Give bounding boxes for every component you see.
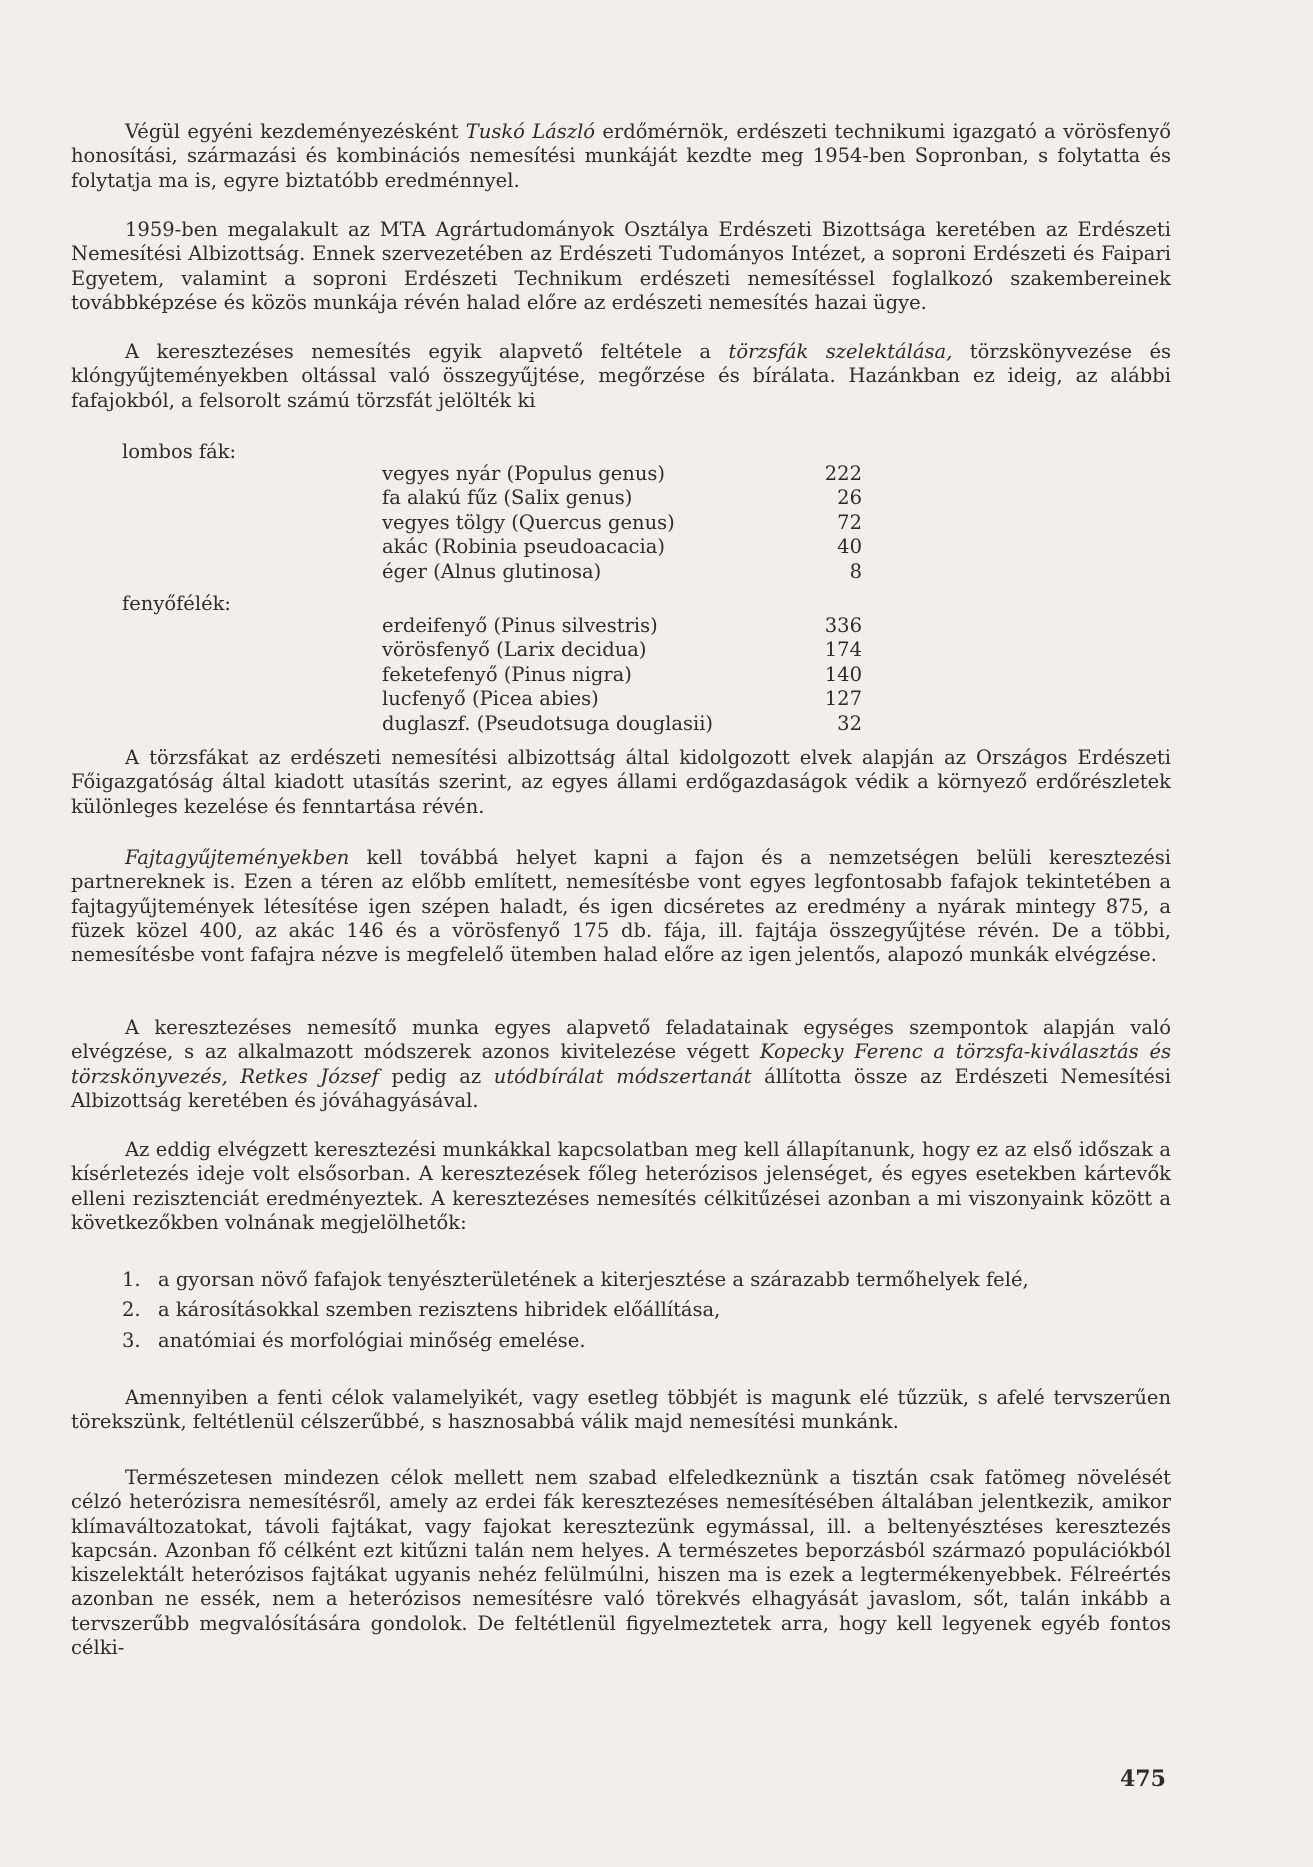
tree-count: 174 [824,638,862,662]
list-item [122,1298,1172,1322]
tree-count: 72 [837,510,862,534]
goals-list [122,1268,1172,1359]
tree-count: 127 [824,687,862,711]
tree-count: 8 [849,559,862,583]
list-item [122,1268,1172,1292]
paragraph-6: A keresztezéses nemesítő munka egyes alapvető feladatainak egységes szempontok alapján való elvégzése, s az alkalmazott módszerek azonos kivitelezése végett Kopecky Ferenc a törzsfa-kiválasztás és törzskönyvezés, Retkes József pedig az utódbírálat módszertanát állította össze az Erdészeti Nemesítési Albizottság keretében és jóváhagyásával. [71,1016,1171,1112]
group-label-deciduous: lombos fák: [122,440,237,463]
paragraph-1: Végül egyéni kezdeményezésként Tuskó László erdőmérnök, erdészeti technikumi igazgató a vörösfenyő honosítási, származási és kombinációs nemesítési munkáját kezdte meg 1954-ben Sopronban, s folytatta és folytatja ma is, egyre biztatóbb eredménnyel. [71,120,1171,192]
tree-count: 40 [837,535,862,559]
table-row [382,638,862,662]
conifer-tree-table [382,614,862,736]
species-name: fa alakú fűz (Salix genus) [382,486,633,510]
paragraph-4: A törzsfákat az erdészeti nemesítési albizottság által kidolgozott elvek alapján az Országos Erdészeti Főigazgatóság által kiadott utasítás szerint, az egyes állami erdőgazdaságok védik a környező erdőrészletek különleges kezelése és fenntartása révén. [71,746,1171,818]
list-text: anatómiai és morfológiai minőség emelése. [158,1328,586,1352]
table-row [382,560,862,584]
list-number: 2. [122,1298,141,1322]
group-label-conifers: fenyőfélék: [122,592,231,615]
table-row [382,486,862,510]
paragraph-9: Természetesen mindezen célok mellett nem szabad elfeledkeznünk a tisztán csak fatömeg növelését célzó heterózisra nemesítésről, amely az erdei fák keresztezéses nemesítésében általában jelentkezik, amikor klímaváltozatokat, távoli fajtákat, vagy fajokat keresztezünk egymással, ill. a beltenyésztéses keresztezés kapcsán. Azonban fő célként ezt kitűzni talán nem helyes. A természetes beporzásból származó populációkból kiszelektált heterózisos fajtákat ugyanis nehéz felülmúlni, hiszen ma is ezek a legtermékenyebbek. Félreértés azonban ne essék, nem a heterózisos nemesítésre való törekvés elhagyását javaslom, sőt, talán inkább a tervszerűbb megvalósítására gondolok. De feltétlenül figyelmeztetek arra, hogy kell legyenek egyéb fontos célki- [71,1466,1171,1660]
emphasis-text: utódbírálat módszertanát [493,1064,752,1088]
paragraph-3: A keresztezéses nemesítés egyik alapvető feltétele a törzsfák szelektálása, törzskönyvezése és klóngyűjteményekben oltással való összegyűjtése, megőrzése és bírálata. Hazánkban ez ideig, az alábbi fafajokból, a felsorolt számú törzsfát jelölték ki [71,340,1172,412]
species-name: éger (Alnus glutinosa) [382,559,602,583]
list-text: a gyorsan növő fafajok tenyészterületének a kiterjesztése a szárazabb termőhelyek felé, [158,1268,1029,1291]
person-name: Tuskó László [465,120,596,143]
emphasis-text: törzsfák szelektálása, [728,340,953,363]
paragraph-5: Fajtagyűjteményekben kell továbbá helyet kapni a fajon és a nemzetségen belüli keresztezési partnereknek is. Ezen a téren az előbb említett, nemesítésbe vont egyes legfontosabb fafajok tekintetében a fajtagyűjtemények létesítése igen szépen haladt, és igen dicséretes az eredmény a nyárak mintegy 875, a füzek közel 400, az akác 146 és a vörösfenyő 175 db. fája, ill. fajtája összegyűjtése révén. De a többi, nemesítésbe vont fafajra nézve is megfelelő ütemben halad előre az igen jelentős, alapozó munkák elvégzése. [71,846,1171,967]
tree-count: 32 [837,711,862,735]
list-number: 3. [122,1328,141,1352]
tree-count: 222 [824,462,862,485]
deciduous-tree-table [382,462,862,584]
paragraph-7: Az eddig elvégzett keresztezési munkákkal kapcsolatban meg kell állapítanunk, hogy ez az első időszak a kísérletezés ideje volt elsősorban. A keresztezések főleg heterózisos jelenséget, és egyes esetekben kártevők elleni rezisztenciát eredményeztek. A keresztezéses nemesítés célkitűzései azonban a mi viszonyaink között a következőkben volnának megjelölhetők: [71,1138,1171,1234]
tree-count: 140 [824,662,862,686]
table-row [382,712,862,736]
table-row [382,462,862,486]
tree-count: 336 [824,614,862,637]
paragraph-8: Amennyiben a fenti célok valamelyikét, vagy esetleg többjét is magunk elé tűzzük, s afelé tervszerűen törekszünk, feltétlenül célszerűbbé, s hasznosabbá válik majd nemesítési munkánk. [71,1386,1171,1434]
species-name: lucfenyő (Picea abies) [382,687,599,711]
table-row [382,535,862,559]
species-name: erdeifenyő (Pinus silvestris) [382,614,658,637]
emphasis-text: Fajtagyűjteményekben [125,846,350,869]
table-row [382,511,862,535]
species-name: vörösfenyő (Larix decidua) [382,638,647,662]
list-item [122,1329,1172,1353]
table-row [382,687,862,711]
paragraph-2: 1959-ben megalakult az MTA Agrártudományok Osztálya Erdészeti Bizottsága keretében az Erdészeti Nemesítési Albizottság. Ennek szervezetében az Erdészeti Tudományos Intézet, a soproni Erdészeti és Faipari Egyetem, valamint a soproni Erdészeti Technikum erdészeti nemesítéssel foglalkozó szakembereinek továbbképzése és közös munkája révén halad előre az erdészeti nemesítés hazai ügye. [71,218,1171,314]
species-name: duglaszf. (Pseudotsuga douglasii) [382,711,714,735]
species-name: akác (Robinia pseudoacacia) [382,535,665,559]
tree-count: 26 [837,486,862,510]
species-name: vegyes nyár (Populus genus) [382,462,665,485]
list-text: a károsításokkal szemben rezisztens hibridek előállítása, [158,1298,721,1322]
table-row [382,614,862,638]
species-name: vegyes tölgy (Quercus genus) [382,510,675,534]
list-number: 1. [122,1268,141,1291]
page-number: 475 [1120,1766,1166,1792]
table-row [382,663,862,687]
species-name: feketefenyő (Pinus nigra) [382,662,632,686]
emphasis-names: Kopecky Ferenc a törzsfa-kiválasztás és törzskönyvezés, Retkes József [71,1040,1171,1088]
